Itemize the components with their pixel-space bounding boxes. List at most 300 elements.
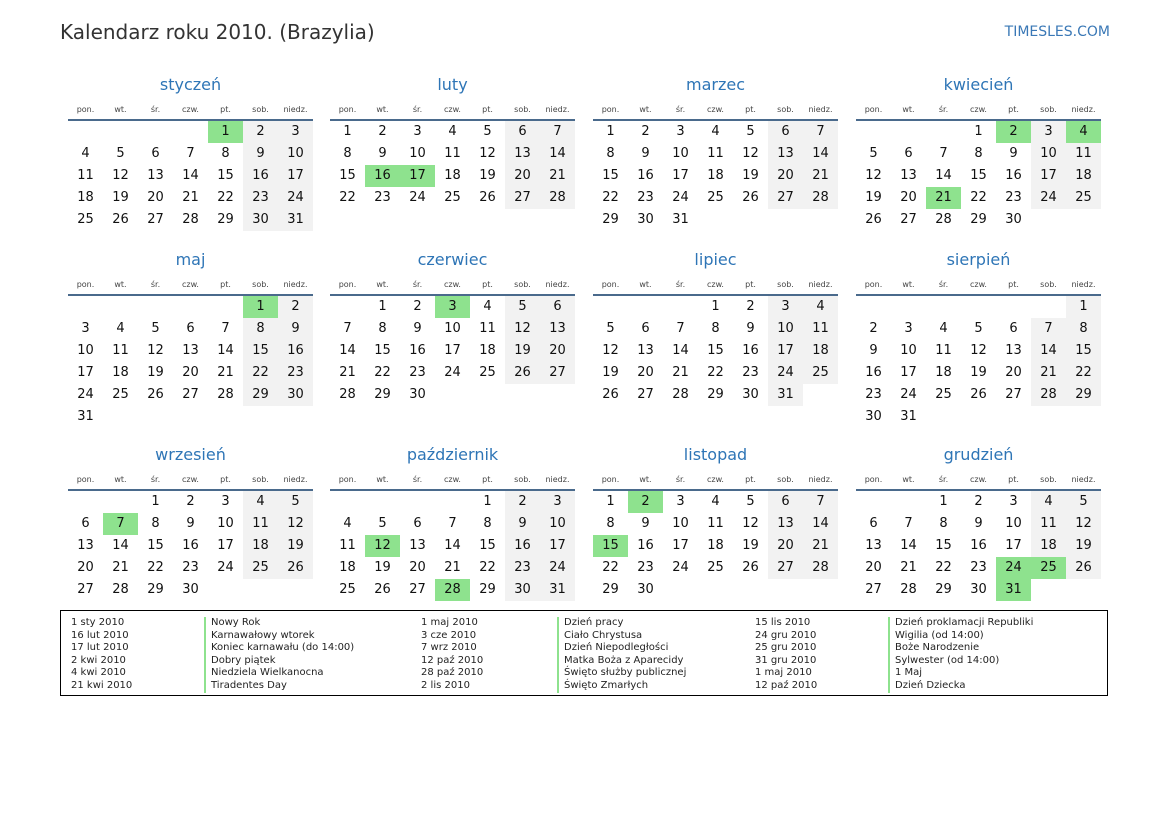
- day-cell[interactable]: 23: [278, 362, 313, 384]
- day-cell[interactable]: 30: [742, 387, 759, 402]
- day-cell[interactable]: 1: [151, 494, 160, 509]
- day-cell[interactable]: 22: [374, 365, 391, 380]
- day-cell[interactable]: 13: [77, 538, 94, 553]
- day-cell[interactable]: 2: [505, 491, 540, 513]
- day-cell[interactable]: 22: [479, 560, 496, 575]
- day-cell[interactable]: 28: [112, 582, 129, 597]
- day-cell[interactable]: 8: [711, 321, 720, 336]
- day-cell[interactable]: 28: [672, 387, 689, 402]
- day-cell[interactable]: 20: [505, 165, 540, 187]
- day-cell[interactable]: 25: [479, 365, 496, 380]
- day-cell[interactable]: 8: [343, 146, 352, 161]
- day-cell[interactable]: 20: [637, 365, 654, 380]
- day-cell[interactable]: 10: [1031, 143, 1066, 165]
- day-cell[interactable]: 7: [186, 146, 195, 161]
- day-cell[interactable]: 16: [637, 538, 654, 553]
- day-cell[interactable]: 17: [672, 538, 689, 553]
- day-cell[interactable]: 11: [803, 318, 838, 340]
- day-cell[interactable]: 23: [243, 187, 278, 209]
- day-cell[interactable]: 12: [742, 516, 759, 531]
- day-cell[interactable]: 18: [339, 560, 356, 575]
- day-cell[interactable]: 25: [935, 387, 952, 402]
- holiday-day[interactable]: 21: [926, 187, 961, 209]
- day-cell[interactable]: 10: [672, 516, 689, 531]
- day-cell[interactable]: 12: [278, 513, 313, 535]
- day-cell[interactable]: 20: [409, 560, 426, 575]
- day-cell[interactable]: 26: [742, 190, 759, 205]
- day-cell[interactable]: 6: [413, 516, 422, 531]
- day-cell[interactable]: 21: [339, 365, 356, 380]
- day-cell[interactable]: 12: [112, 168, 129, 183]
- day-cell[interactable]: 7: [803, 121, 838, 143]
- day-cell[interactable]: 26: [374, 582, 391, 597]
- day-cell[interactable]: 2: [278, 296, 313, 318]
- day-cell[interactable]: 7: [1031, 318, 1066, 340]
- day-cell[interactable]: 27: [409, 582, 426, 597]
- day-cell[interactable]: 22: [147, 560, 164, 575]
- day-cell[interactable]: 25: [243, 557, 278, 579]
- day-cell[interactable]: 30: [409, 387, 426, 402]
- day-cell[interactable]: 20: [147, 190, 164, 205]
- day-cell[interactable]: 11: [707, 146, 724, 161]
- day-cell[interactable]: 22: [970, 190, 987, 205]
- day-cell[interactable]: 24: [278, 187, 313, 209]
- day-cell[interactable]: 11: [444, 146, 461, 161]
- day-cell[interactable]: 12: [970, 343, 987, 358]
- day-cell[interactable]: 3: [221, 494, 230, 509]
- day-cell[interactable]: 4: [448, 124, 457, 139]
- day-cell[interactable]: 5: [116, 146, 125, 161]
- day-cell[interactable]: 25: [339, 582, 356, 597]
- day-cell[interactable]: 9: [413, 321, 422, 336]
- day-cell[interactable]: 14: [935, 168, 952, 183]
- day-cell[interactable]: 17: [278, 165, 313, 187]
- holiday-day[interactable]: 25: [1031, 557, 1066, 579]
- day-cell[interactable]: 14: [339, 343, 356, 358]
- day-cell[interactable]: 23: [374, 190, 391, 205]
- day-cell[interactable]: 15: [970, 168, 987, 183]
- day-cell[interactable]: 24: [1031, 187, 1066, 209]
- day-cell[interactable]: 19: [742, 168, 759, 183]
- day-cell[interactable]: 24: [444, 365, 461, 380]
- day-cell[interactable]: 11: [1066, 143, 1101, 165]
- day-cell[interactable]: 29: [479, 582, 496, 597]
- holiday-day[interactable]: 15: [593, 535, 628, 557]
- holiday-day[interactable]: 16: [365, 165, 400, 187]
- day-cell[interactable]: 25: [444, 190, 461, 205]
- day-cell[interactable]: 16: [742, 343, 759, 358]
- day-cell[interactable]: 4: [711, 494, 720, 509]
- day-cell[interactable]: 9: [974, 516, 983, 531]
- day-cell[interactable]: 4: [343, 516, 352, 531]
- day-cell[interactable]: 27: [865, 582, 882, 597]
- day-cell[interactable]: 29: [374, 387, 391, 402]
- day-cell[interactable]: 15: [1066, 340, 1101, 362]
- day-cell[interactable]: 14: [182, 168, 199, 183]
- day-cell[interactable]: 14: [803, 513, 838, 535]
- day-cell[interactable]: 17: [77, 365, 94, 380]
- day-cell[interactable]: 7: [448, 516, 457, 531]
- day-cell[interactable]: 31: [540, 579, 575, 601]
- day-cell[interactable]: 1: [378, 299, 387, 314]
- day-cell[interactable]: 27: [1005, 387, 1022, 402]
- day-cell[interactable]: 14: [540, 143, 575, 165]
- day-cell[interactable]: 26: [970, 387, 987, 402]
- site-link[interactable]: TIMESLES.COM: [1004, 24, 1110, 40]
- day-cell[interactable]: 8: [221, 146, 230, 161]
- day-cell[interactable]: 11: [935, 343, 952, 358]
- day-cell[interactable]: 19: [505, 340, 540, 362]
- day-cell[interactable]: 25: [77, 212, 94, 227]
- day-cell[interactable]: 7: [904, 516, 913, 531]
- day-cell[interactable]: 31: [278, 209, 313, 231]
- day-cell[interactable]: 20: [182, 365, 199, 380]
- day-cell[interactable]: 31: [768, 384, 803, 406]
- day-cell[interactable]: 8: [483, 516, 492, 531]
- day-cell[interactable]: 11: [707, 516, 724, 531]
- day-cell[interactable]: 25: [803, 362, 838, 384]
- day-cell[interactable]: 27: [768, 187, 803, 209]
- day-cell[interactable]: 21: [1031, 362, 1066, 384]
- day-cell[interactable]: 18: [1066, 165, 1101, 187]
- day-cell[interactable]: 5: [746, 494, 755, 509]
- day-cell[interactable]: 8: [378, 321, 387, 336]
- day-cell[interactable]: 6: [151, 146, 160, 161]
- day-cell[interactable]: 4: [81, 146, 90, 161]
- day-cell[interactable]: 20: [900, 190, 917, 205]
- day-cell[interactable]: 16: [243, 165, 278, 187]
- day-cell[interactable]: 24: [77, 387, 94, 402]
- day-cell[interactable]: 3: [676, 124, 685, 139]
- day-cell[interactable]: 6: [904, 146, 913, 161]
- day-cell[interactable]: 13: [147, 168, 164, 183]
- day-cell[interactable]: 24: [672, 190, 689, 205]
- day-cell[interactable]: 6: [768, 121, 803, 143]
- day-cell[interactable]: 5: [606, 321, 615, 336]
- day-cell[interactable]: 9: [378, 146, 387, 161]
- day-cell[interactable]: 28: [1031, 384, 1066, 406]
- holiday-day[interactable]: 2: [996, 121, 1031, 143]
- day-cell[interactable]: 9: [641, 516, 650, 531]
- day-cell[interactable]: 5: [1066, 491, 1101, 513]
- holiday-day[interactable]: 4: [1066, 121, 1101, 143]
- day-cell[interactable]: 26: [479, 190, 496, 205]
- day-cell[interactable]: 18: [112, 365, 129, 380]
- day-cell[interactable]: 30: [970, 582, 987, 597]
- day-cell[interactable]: 20: [1005, 365, 1022, 380]
- day-cell[interactable]: 28: [217, 387, 234, 402]
- day-cell[interactable]: 23: [1005, 190, 1022, 205]
- day-cell[interactable]: 1: [1066, 296, 1101, 318]
- day-cell[interactable]: 9: [1009, 146, 1018, 161]
- day-cell[interactable]: 13: [768, 513, 803, 535]
- day-cell[interactable]: 30: [865, 409, 882, 424]
- day-cell[interactable]: 17: [444, 343, 461, 358]
- day-cell[interactable]: 27: [540, 362, 575, 384]
- day-cell[interactable]: 21: [444, 560, 461, 575]
- holiday-day[interactable]: 3: [435, 296, 470, 318]
- day-cell[interactable]: 5: [378, 516, 387, 531]
- day-cell[interactable]: 29: [602, 212, 619, 227]
- day-cell[interactable]: 15: [935, 538, 952, 553]
- day-cell[interactable]: 24: [540, 557, 575, 579]
- day-cell[interactable]: 21: [900, 560, 917, 575]
- day-cell[interactable]: 15: [339, 168, 356, 183]
- day-cell[interactable]: 28: [803, 187, 838, 209]
- day-cell[interactable]: 10: [768, 318, 803, 340]
- day-cell[interactable]: 30: [637, 582, 654, 597]
- day-cell[interactable]: 14: [1031, 340, 1066, 362]
- day-cell[interactable]: 5: [869, 146, 878, 161]
- day-cell[interactable]: 3: [1031, 121, 1066, 143]
- day-cell[interactable]: 5: [483, 124, 492, 139]
- day-cell[interactable]: 18: [479, 343, 496, 358]
- day-cell[interactable]: 14: [672, 343, 689, 358]
- day-cell[interactable]: 15: [479, 538, 496, 553]
- day-cell[interactable]: 25: [1066, 187, 1101, 209]
- day-cell[interactable]: 23: [409, 365, 426, 380]
- day-cell[interactable]: 4: [803, 296, 838, 318]
- day-cell[interactable]: 3: [413, 124, 422, 139]
- day-cell[interactable]: 26: [742, 560, 759, 575]
- day-cell[interactable]: 30: [1005, 212, 1022, 227]
- day-cell[interactable]: 14: [444, 538, 461, 553]
- day-cell[interactable]: 16: [505, 535, 540, 557]
- day-cell[interactable]: 1: [483, 494, 492, 509]
- day-cell[interactable]: 2: [413, 299, 422, 314]
- day-cell[interactable]: 13: [1005, 343, 1022, 358]
- day-cell[interactable]: 10: [900, 343, 917, 358]
- day-cell[interactable]: 9: [278, 318, 313, 340]
- day-cell[interactable]: 19: [1066, 535, 1101, 557]
- day-cell[interactable]: 2: [746, 299, 755, 314]
- day-cell[interactable]: 6: [540, 296, 575, 318]
- holiday-day[interactable]: 24: [996, 557, 1031, 579]
- day-cell[interactable]: 29: [602, 582, 619, 597]
- day-cell[interactable]: 18: [243, 535, 278, 557]
- day-cell[interactable]: 4: [483, 299, 492, 314]
- day-cell[interactable]: 16: [865, 365, 882, 380]
- day-cell[interactable]: 11: [339, 538, 356, 553]
- day-cell[interactable]: 27: [505, 187, 540, 209]
- day-cell[interactable]: 26: [278, 557, 313, 579]
- day-cell[interactable]: 13: [505, 143, 540, 165]
- day-cell[interactable]: 28: [540, 187, 575, 209]
- day-cell[interactable]: 15: [374, 343, 391, 358]
- day-cell[interactable]: 30: [505, 579, 540, 601]
- day-cell[interactable]: 8: [1066, 318, 1101, 340]
- day-cell[interactable]: 22: [602, 190, 619, 205]
- day-cell[interactable]: 18: [707, 168, 724, 183]
- day-cell[interactable]: 19: [602, 365, 619, 380]
- day-cell[interactable]: 28: [339, 387, 356, 402]
- day-cell[interactable]: 26: [505, 362, 540, 384]
- day-cell[interactable]: 25: [707, 560, 724, 575]
- day-cell[interactable]: 20: [540, 340, 575, 362]
- day-cell[interactable]: 12: [505, 318, 540, 340]
- day-cell[interactable]: 23: [505, 557, 540, 579]
- holiday-day[interactable]: 31: [996, 579, 1031, 601]
- day-cell[interactable]: 21: [803, 165, 838, 187]
- day-cell[interactable]: 31: [900, 409, 917, 424]
- day-cell[interactable]: 19: [374, 560, 391, 575]
- day-cell[interactable]: 8: [243, 318, 278, 340]
- day-cell[interactable]: 24: [409, 190, 426, 205]
- day-cell[interactable]: 17: [900, 365, 917, 380]
- day-cell[interactable]: 15: [147, 538, 164, 553]
- day-cell[interactable]: 29: [707, 387, 724, 402]
- day-cell[interactable]: 18: [77, 190, 94, 205]
- day-cell[interactable]: 17: [672, 168, 689, 183]
- day-cell[interactable]: 21: [672, 365, 689, 380]
- day-cell[interactable]: 9: [641, 146, 650, 161]
- day-cell[interactable]: 4: [243, 491, 278, 513]
- day-cell[interactable]: 16: [278, 340, 313, 362]
- day-cell[interactable]: 7: [803, 491, 838, 513]
- day-cell[interactable]: 21: [540, 165, 575, 187]
- day-cell[interactable]: 26: [602, 387, 619, 402]
- day-cell[interactable]: 3: [540, 491, 575, 513]
- day-cell[interactable]: 12: [602, 343, 619, 358]
- day-cell[interactable]: 22: [243, 362, 278, 384]
- day-cell[interactable]: 2: [641, 124, 650, 139]
- day-cell[interactable]: 21: [803, 535, 838, 557]
- day-cell[interactable]: 30: [278, 384, 313, 406]
- day-cell[interactable]: 4: [116, 321, 125, 336]
- day-cell[interactable]: 5: [974, 321, 983, 336]
- day-cell[interactable]: 29: [1066, 384, 1101, 406]
- day-cell[interactable]: 15: [217, 168, 234, 183]
- day-cell[interactable]: 24: [672, 560, 689, 575]
- day-cell[interactable]: 24: [900, 387, 917, 402]
- day-cell[interactable]: 21: [182, 190, 199, 205]
- day-cell[interactable]: 6: [869, 516, 878, 531]
- day-cell[interactable]: 10: [77, 343, 94, 358]
- day-cell[interactable]: 7: [676, 321, 685, 336]
- day-cell[interactable]: 29: [147, 582, 164, 597]
- day-cell[interactable]: 13: [409, 538, 426, 553]
- day-cell[interactable]: 15: [707, 343, 724, 358]
- day-cell[interactable]: 19: [742, 538, 759, 553]
- day-cell[interactable]: 27: [182, 387, 199, 402]
- day-cell[interactable]: 17: [1005, 538, 1022, 553]
- day-cell[interactable]: 6: [186, 321, 195, 336]
- day-cell[interactable]: 12: [479, 146, 496, 161]
- day-cell[interactable]: 12: [147, 343, 164, 358]
- day-cell[interactable]: 10: [672, 146, 689, 161]
- day-cell[interactable]: 26: [112, 212, 129, 227]
- day-cell[interactable]: 11: [479, 321, 496, 336]
- day-cell[interactable]: 14: [803, 143, 838, 165]
- day-cell[interactable]: 19: [970, 365, 987, 380]
- day-cell[interactable]: 13: [865, 538, 882, 553]
- day-cell[interactable]: 27: [900, 212, 917, 227]
- day-cell[interactable]: 2: [974, 494, 983, 509]
- day-cell[interactable]: 17: [217, 538, 234, 553]
- day-cell[interactable]: 29: [970, 212, 987, 227]
- day-cell[interactable]: 18: [803, 340, 838, 362]
- day-cell[interactable]: 10: [217, 516, 234, 531]
- day-cell[interactable]: 3: [676, 494, 685, 509]
- holiday-day[interactable]: 17: [400, 165, 435, 187]
- day-cell[interactable]: 30: [243, 209, 278, 231]
- day-cell[interactable]: 9: [186, 516, 195, 531]
- day-cell[interactable]: 5: [151, 321, 160, 336]
- day-cell[interactable]: 5: [746, 124, 755, 139]
- day-cell[interactable]: 19: [278, 535, 313, 557]
- day-cell[interactable]: 1: [974, 124, 983, 139]
- day-cell[interactable]: 10: [409, 146, 426, 161]
- day-cell[interactable]: 6: [768, 491, 803, 513]
- day-cell[interactable]: 26: [1066, 557, 1101, 579]
- day-cell[interactable]: 28: [935, 212, 952, 227]
- day-cell[interactable]: 23: [970, 560, 987, 575]
- day-cell[interactable]: 6: [81, 516, 90, 531]
- day-cell[interactable]: 9: [243, 143, 278, 165]
- day-cell[interactable]: 16: [182, 538, 199, 553]
- day-cell[interactable]: 29: [243, 384, 278, 406]
- day-cell[interactable]: 12: [742, 146, 759, 161]
- day-cell[interactable]: 13: [900, 168, 917, 183]
- day-cell[interactable]: 14: [217, 343, 234, 358]
- holiday-day[interactable]: 2: [628, 491, 663, 513]
- day-cell[interactable]: 28: [803, 557, 838, 579]
- day-cell[interactable]: 12: [1066, 513, 1101, 535]
- day-cell[interactable]: 1: [606, 124, 615, 139]
- day-cell[interactable]: 8: [974, 146, 983, 161]
- day-cell[interactable]: 23: [637, 190, 654, 205]
- day-cell[interactable]: 16: [970, 538, 987, 553]
- day-cell[interactable]: 26: [865, 212, 882, 227]
- day-cell[interactable]: 27: [147, 212, 164, 227]
- day-cell[interactable]: 5: [505, 296, 540, 318]
- day-cell[interactable]: 9: [746, 321, 755, 336]
- day-cell[interactable]: 3: [81, 321, 90, 336]
- day-cell[interactable]: 22: [1066, 362, 1101, 384]
- day-cell[interactable]: 31: [77, 409, 94, 424]
- day-cell[interactable]: 21: [217, 365, 234, 380]
- day-cell[interactable]: 17: [768, 340, 803, 362]
- day-cell[interactable]: 20: [865, 560, 882, 575]
- day-cell[interactable]: 23: [182, 560, 199, 575]
- day-cell[interactable]: 16: [409, 343, 426, 358]
- day-cell[interactable]: 4: [711, 124, 720, 139]
- day-cell[interactable]: 12: [865, 168, 882, 183]
- day-cell[interactable]: 18: [1031, 535, 1066, 557]
- holiday-day[interactable]: 1: [208, 121, 243, 143]
- day-cell[interactable]: 8: [606, 146, 615, 161]
- day-cell[interactable]: 8: [151, 516, 160, 531]
- day-cell[interactable]: 10: [540, 513, 575, 535]
- day-cell[interactable]: 19: [147, 365, 164, 380]
- day-cell[interactable]: 22: [602, 560, 619, 575]
- day-cell[interactable]: 27: [637, 387, 654, 402]
- day-cell[interactable]: 10: [444, 321, 461, 336]
- day-cell[interactable]: 22: [707, 365, 724, 380]
- day-cell[interactable]: 13: [540, 318, 575, 340]
- day-cell[interactable]: 24: [768, 362, 803, 384]
- day-cell[interactable]: 13: [637, 343, 654, 358]
- day-cell[interactable]: 28: [182, 212, 199, 227]
- day-cell[interactable]: 3: [278, 121, 313, 143]
- day-cell[interactable]: 30: [182, 582, 199, 597]
- holiday-day[interactable]: 12: [365, 535, 400, 557]
- day-cell[interactable]: 3: [904, 321, 913, 336]
- day-cell[interactable]: 1: [939, 494, 948, 509]
- day-cell[interactable]: 29: [935, 582, 952, 597]
- day-cell[interactable]: 7: [939, 146, 948, 161]
- day-cell[interactable]: 16: [637, 168, 654, 183]
